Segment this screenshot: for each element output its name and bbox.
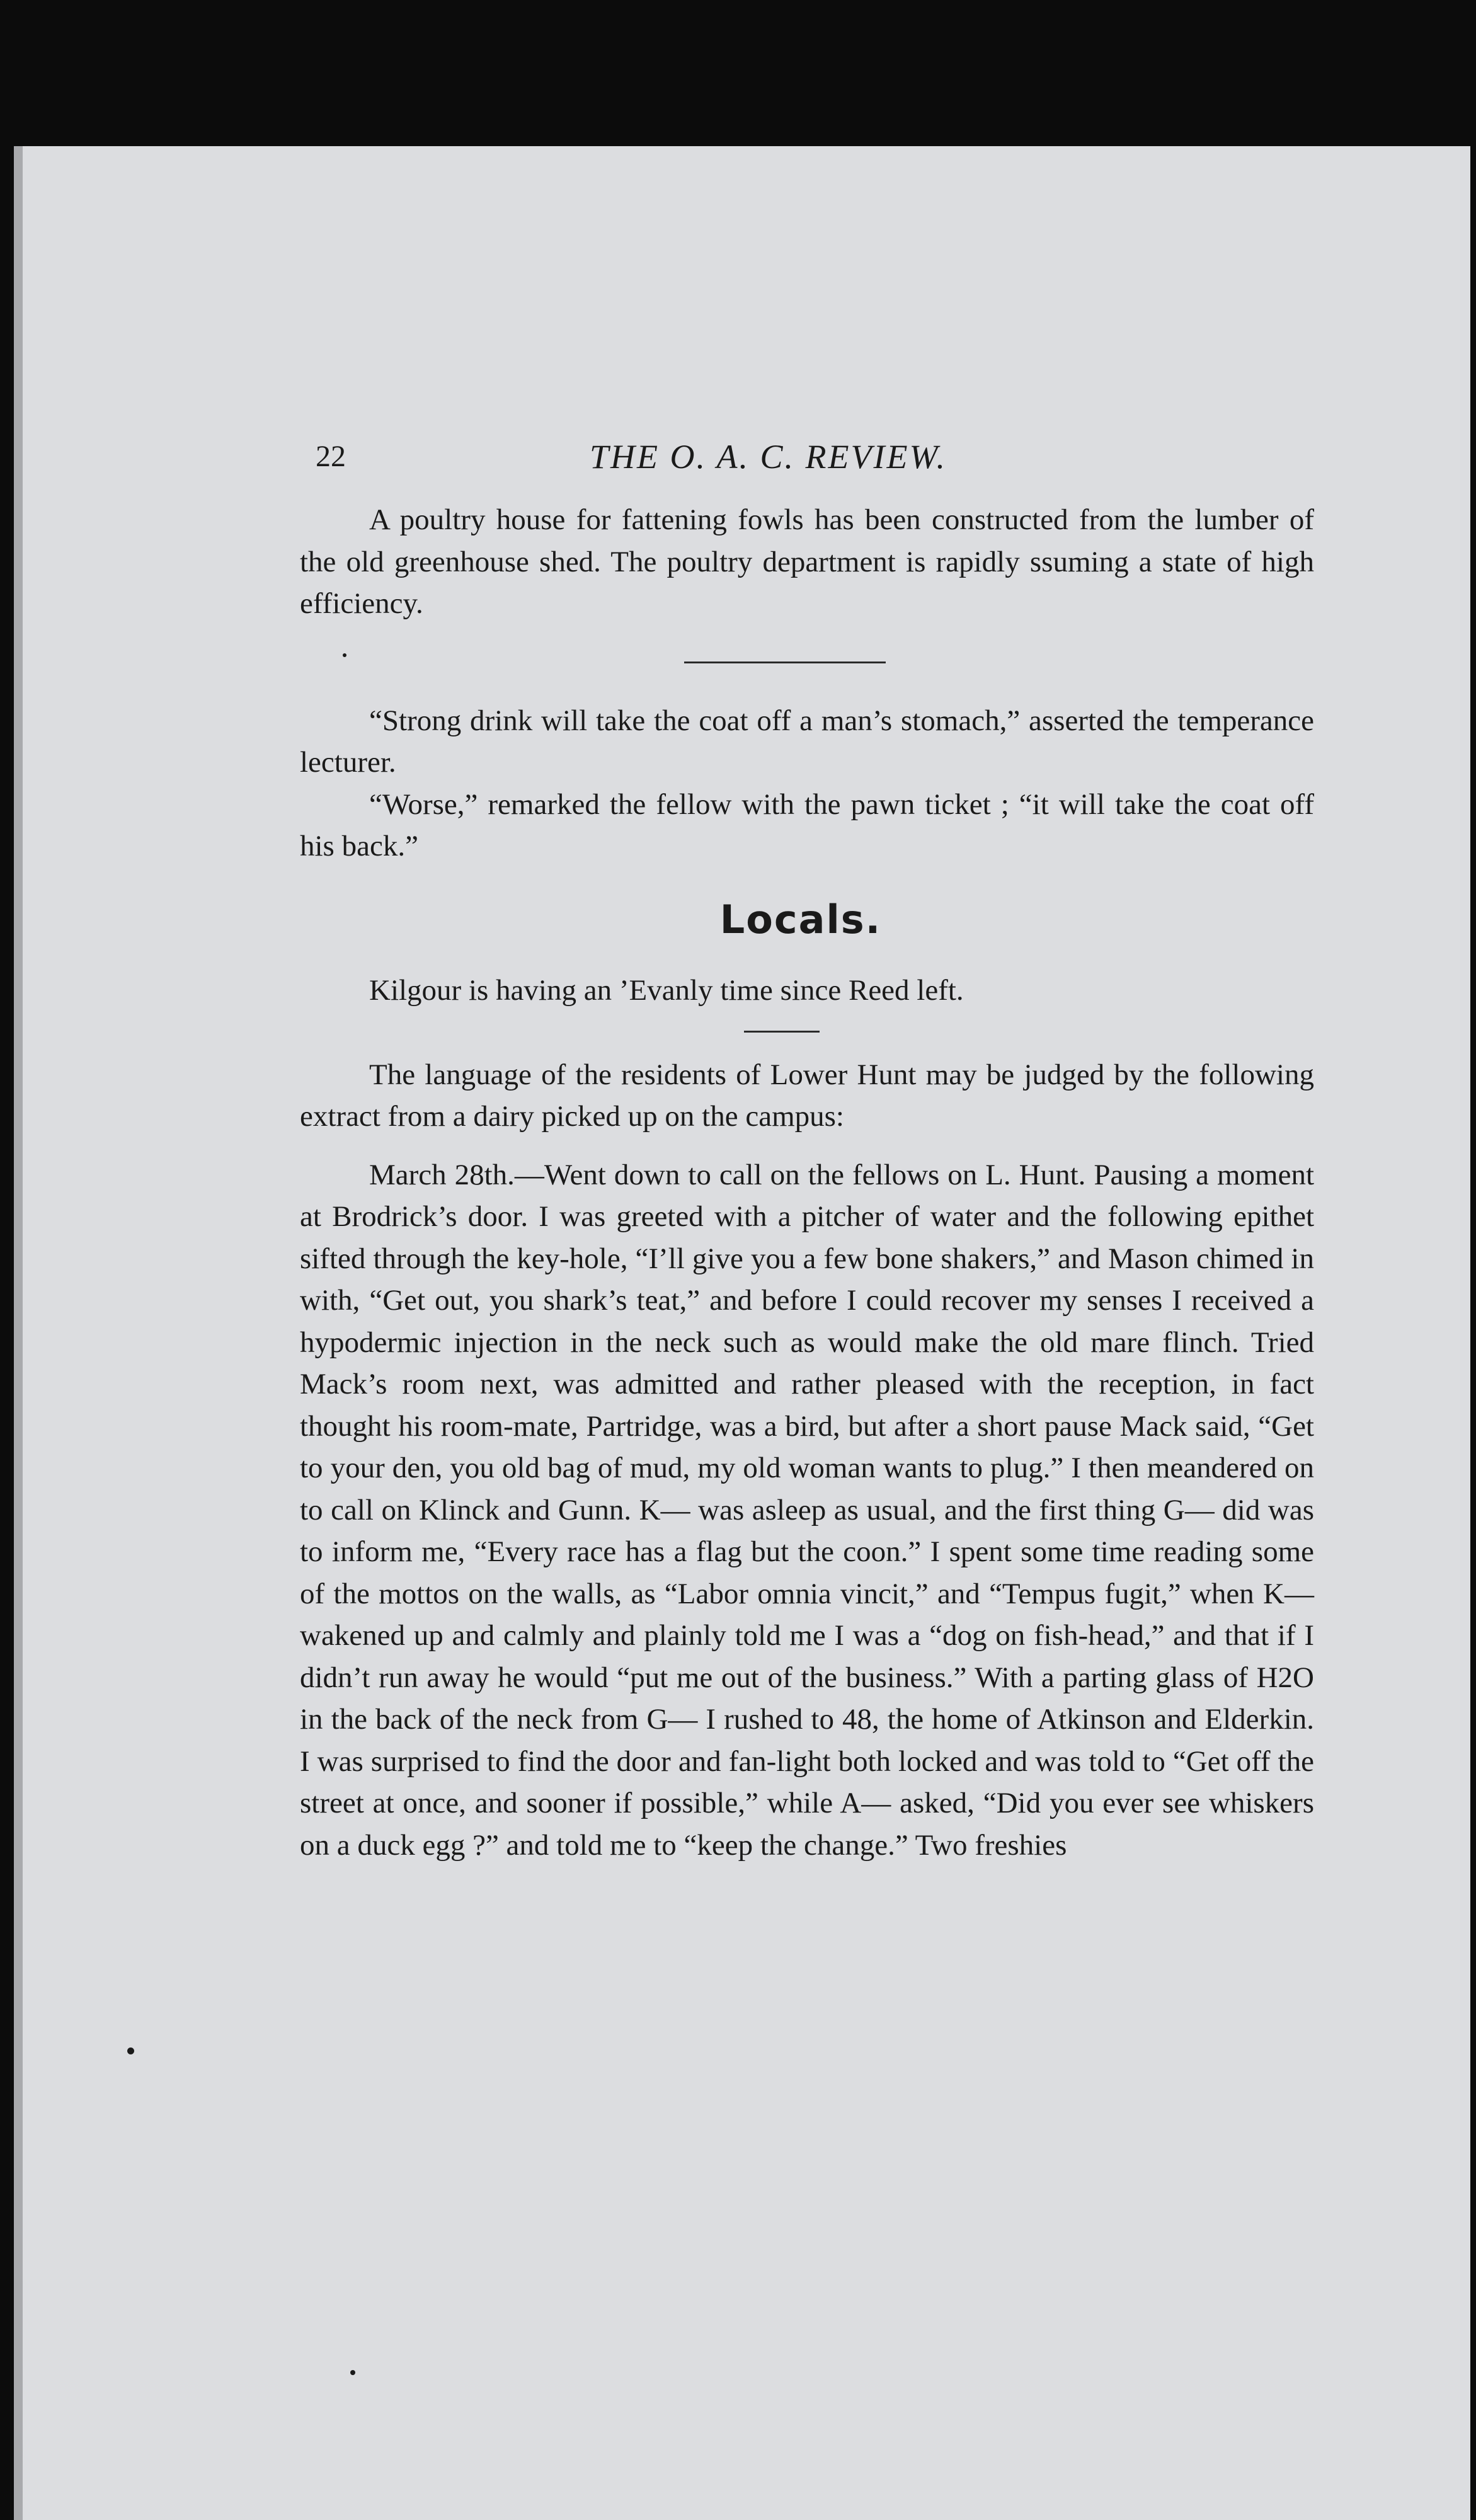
running-title: THE O. A. C. REVIEW.: [590, 438, 947, 476]
paragraph-language: The language of the residents of Lower Hunt may be judged by the following extract from a dairy picked up on the campus:: [300, 1058, 1314, 1133]
ink-speck: [127, 2048, 134, 2054]
paragraph-drink-1: “Strong drink will take the coat off a man’s stomach,” asserted the temperance lecturer.: [300, 704, 1314, 779]
paragraph-kilgour: Kilgour is having an ’Evanly time since Reed left.: [369, 974, 964, 1007]
ink-speck: [350, 2370, 355, 2375]
page-number: 22: [316, 440, 346, 473]
section-divider: [684, 662, 886, 663]
paragraph-poultry: A poultry house for fattening fowls has been constructed from the lumber of the old greenhouse shed. The poultry department is rapidly ssuming a state of high efficiency.: [300, 503, 1314, 620]
section-heading-locals: Locals.: [719, 896, 882, 942]
paragraph-gap: [300, 1138, 1314, 1154]
ink-speck: [343, 653, 346, 657]
page-text-block: [300, 436, 1314, 1866]
book-page: [14, 146, 1470, 2520]
running-header: [300, 436, 1314, 486]
paragraph-drink-2: “Worse,” remarked the fellow with the pawn ticket ; “it will take the coat off his back.”: [300, 788, 1314, 862]
paragraph-march: March 28th.—Went down to call on the fellows on L. Hunt. Pausing a moment at Brodrick’s door. I was greeted with a pitcher of water and the following epithet sifted through the key-hole, “I’ll give you a few bone shakers,” and Mason chimed in with, “Get out, you shark’s teat,” and before I could recover my senses I received a hypodermic injection in the neck such as would make the old mare flinch. Tried Mack’s room next, was admitted and rather pleased with the reception, in fact thought his room-mate, Partridge, was a bird, but after a short pause Mack said, “Get to your den, you old bag of mud, my old woman wants to plug.” I then meandered on to call on Klinck and Gunn. K— was asleep as usual, and the first thing G— did was to inform me, “Every race has a flag but the coon.” I spent some time reading some of the mottos on the walls, as “Labor omnia vincit,” and “Tempus fugit,” when K— wakened up and calmly and plainly told me I was a “dog on fish-head,” and that if I didn’t run away he would “put me out of the business.” With a parting glass of H2O in the back of the neck from G— I rushed to 48, the home of Atkinson and Elderkin. I was surprised to find the door and fan-light both locked and was told to “Get off the street at once, and sooner if possible,” while A— asked, “Did you ever see whiskers on a duck egg ?” and told me to “keep the change.” Two freshies: [300, 1158, 1314, 1862]
item-divider: [744, 1031, 820, 1033]
